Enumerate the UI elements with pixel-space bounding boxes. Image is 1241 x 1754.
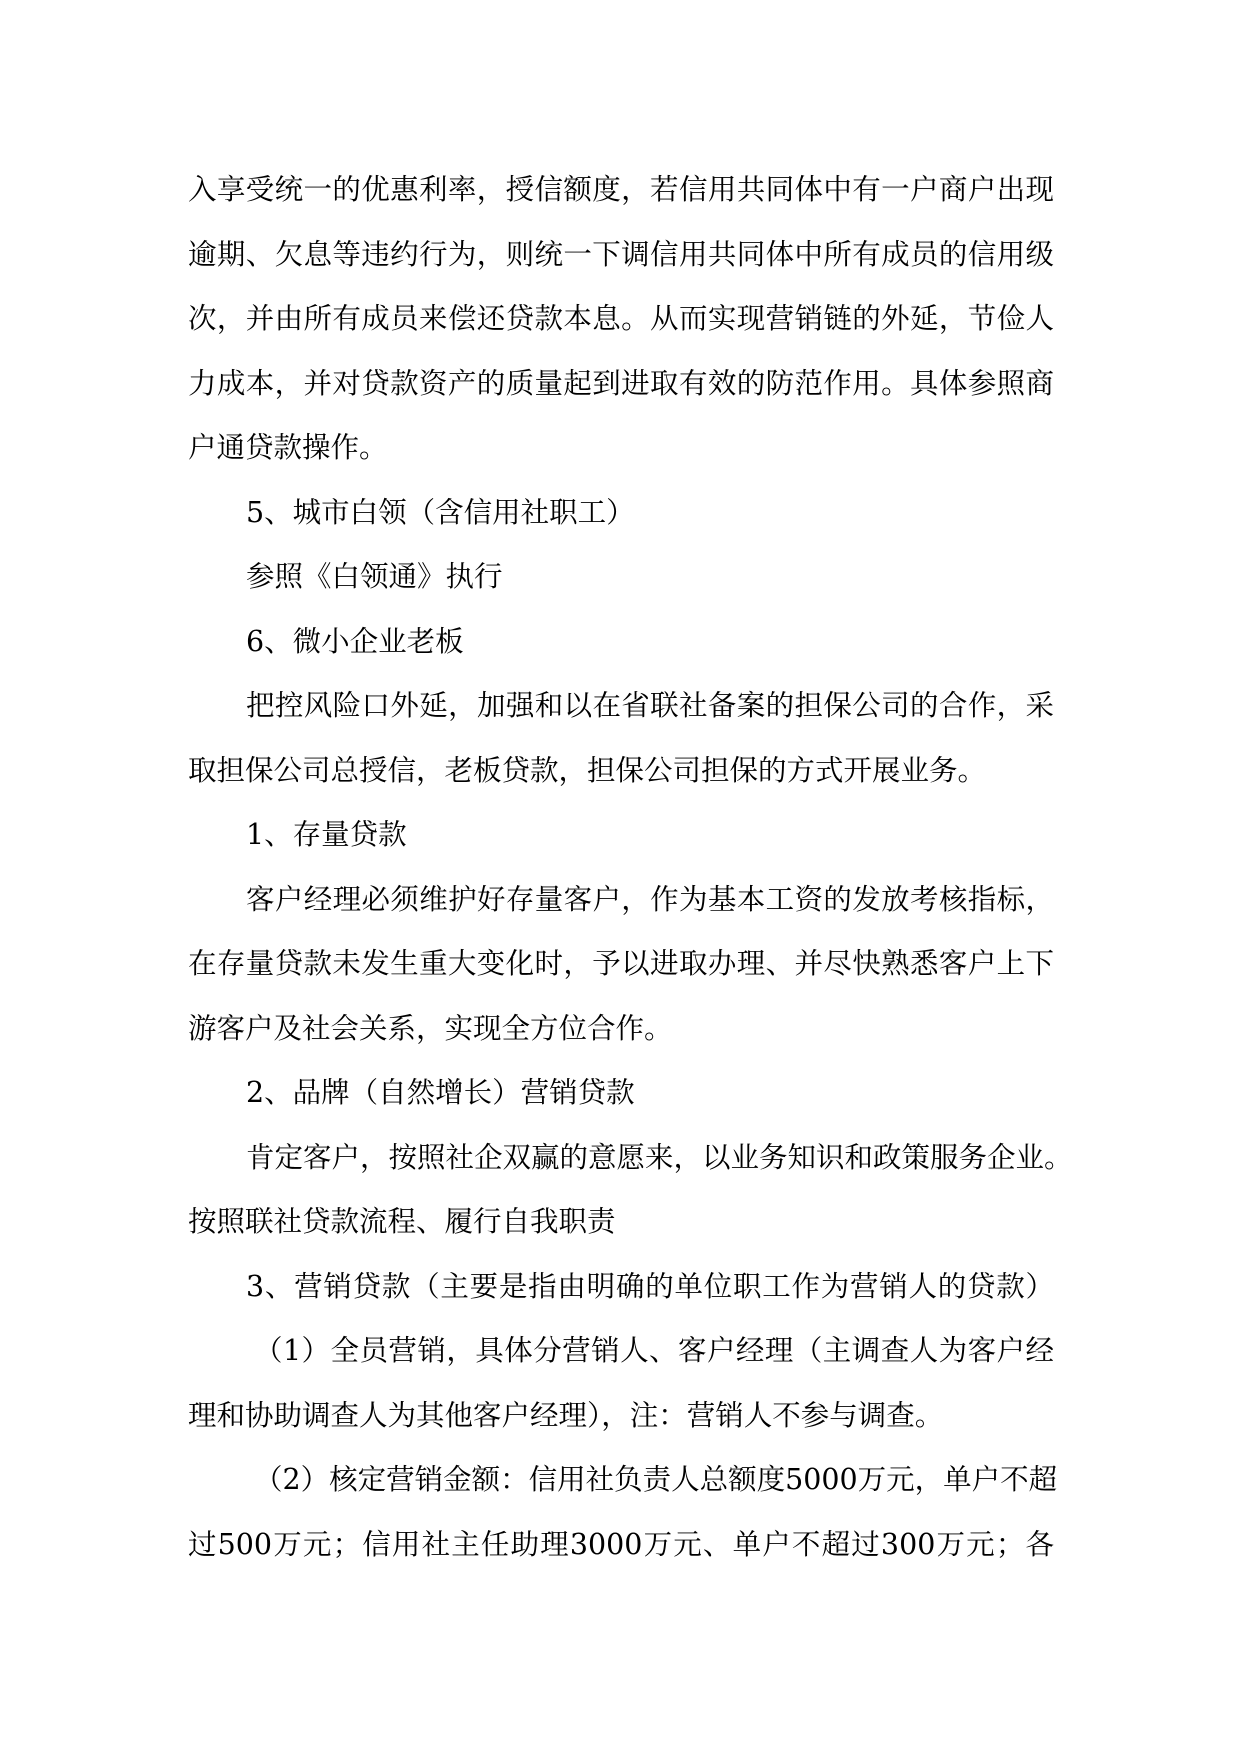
paragraph-line: 过500万元；信用社主任助理3000万元、单户不超过300万元；各 (188, 1527, 1054, 1561)
section-heading: 3、营销贷款（主要是指由明确的单位职工作为营销人的贷款） (246, 1269, 1054, 1303)
paragraph-line: 客户经理必须维护好存量客户，作为基本工资的发放考核指标， (246, 882, 1054, 916)
paragraph-line: （2）核定营销金额：信用社负责人总额度5000万元，单户不超 (254, 1463, 1058, 1496)
paragraph-line: 理和协助调查人为其他客户经理），注：营销人不参与调查。 (188, 1398, 944, 1432)
paragraph-line: 按照联社贷款流程、履行自我职责 (188, 1205, 616, 1238)
paragraph-line: 游客户及社会关系，实现全方位合作。 (188, 1011, 673, 1045)
section-heading: 2、品牌（自然增长）营销贷款 (246, 1076, 635, 1109)
document-body (188, 158, 1073, 1577)
paragraph-line: 力成本，并对贷款资产的质量起到进取有效的防范作用。具体参照商 (188, 366, 1054, 400)
paragraph-line: 把控风险口外延，加强和以在省联社备案的担保公司的合作，采 (246, 689, 1054, 722)
paragraph-line: 参照《白领通》执行 (246, 560, 503, 593)
paragraph-line: 逾期、欠息等违约行为，则统一下调信用共同体中所有成员的信用级 (188, 237, 1054, 271)
section-heading: 5、城市白领（含信用社职工） (246, 495, 635, 529)
section-heading: 1、存量贷款 (246, 818, 407, 851)
paragraph-line: 在存量贷款未发生重大变化时，予以进取办理、并尽快熟悉客户上下 (188, 947, 1054, 980)
paragraph-line: 次，并由所有成员来偿还贷款本息。从而实现营销链的外延，节俭人 (188, 302, 1054, 335)
paragraph-line: 户通贷款操作。 (188, 431, 388, 464)
section-heading: 6、微小企业老板 (246, 624, 464, 658)
paragraph-line: 肯定客户，按照社企双赢的意愿来，以业务知识和政策服务企业。 (246, 1140, 1073, 1174)
paragraph-line: （1）全员营销，具体分营销人、客户经理（主调查人为客户经 (254, 1334, 1054, 1367)
paragraph-line: 取担保公司总授信，老板贷款，担保公司担保的方式开展业务。 (188, 753, 987, 787)
paragraph-line: 入享受统一的优惠利率，授信额度，若信用共同体中有一户商户出现 (188, 173, 1054, 206)
